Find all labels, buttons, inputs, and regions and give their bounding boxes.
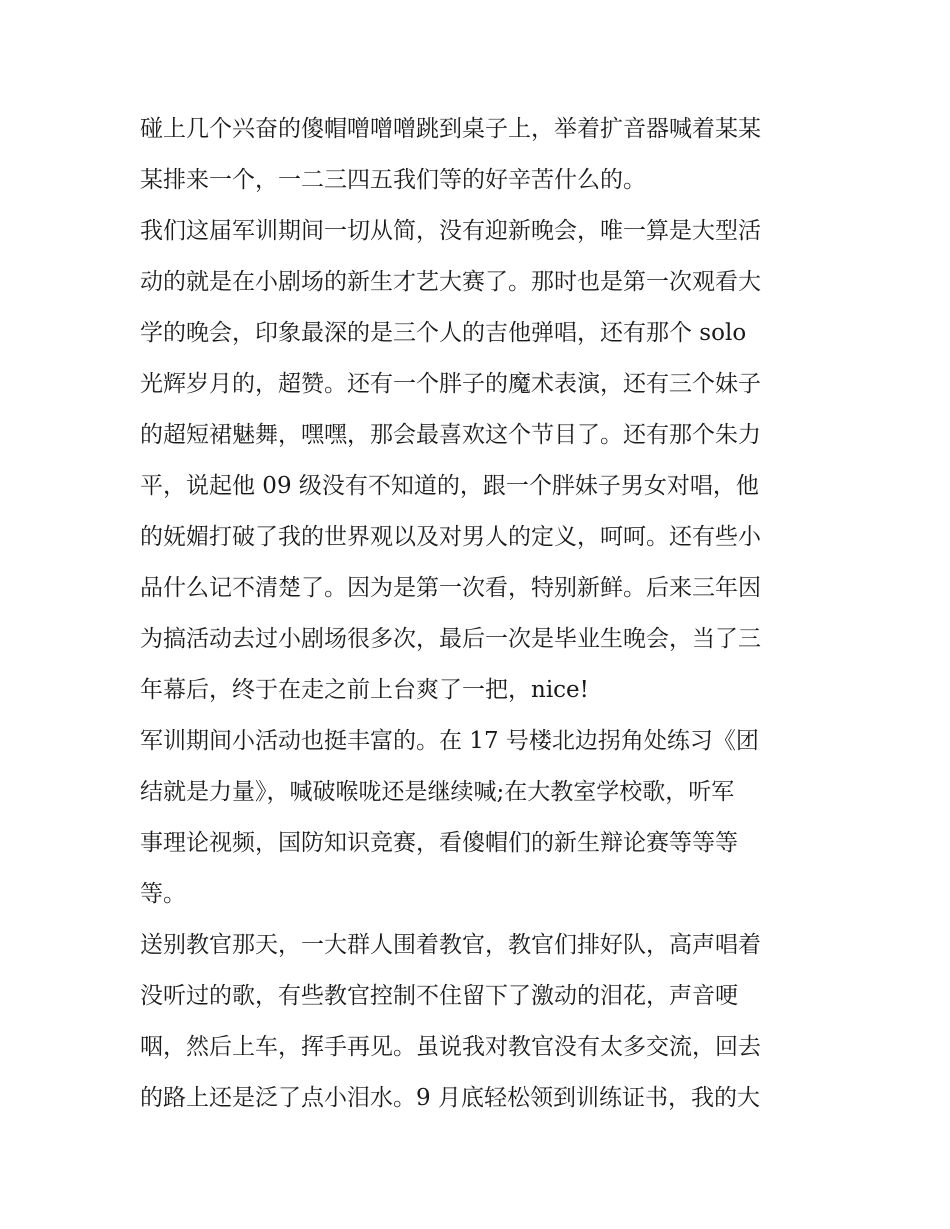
text-line: 送别教官那天，一大群人围着教官，教官们排好队，高声唱着 [140,932,761,958]
text-line: 咽，然后上车，挥手再见。虽说我对教官没有太多交流，回去 [140,1034,761,1060]
text-line: 某排来一个，一二三四五我们等的好辛苦什么的。 [140,167,646,193]
document-body [140,104,812,1124]
text-line: 学的晚会，印象最深的是三个人的吉他弹唱，还有那个 solo [140,320,747,346]
text-line: 等。 [140,881,186,907]
text-line: 我们这届军训期间一切从简，没有迎新晚会，唯一算是大型活 [140,218,761,244]
text-line: 的超短裙魅舞，嘿嘿，那会最喜欢这个节目了。还有那个朱力 [140,422,761,448]
text-line: 为搞活动去过小剧场很多次，最后一次是毕业生晚会，当了三 [140,626,761,652]
text-line: 品什么记不清楚了。因为是第一次看，特别新鲜。后来三年因 [140,575,761,601]
text-line: 的妩媚打破了我的世界观以及对男人的定义，呵呵。还有些小 [140,524,761,550]
text-line: 事理论视频，国防知识竞赛，看傻帽们的新生辩论赛等等等 [140,830,738,856]
text-line: 军训期间小活动也挺丰富的。在 17 号楼北边拐角处练习《团 [140,728,759,754]
text-line: 碰上几个兴奋的傻帽噌噌噌跳到桌子上，举着扩音器喊着某某 [140,116,761,142]
text-line: 光辉岁月的，超赞。还有一个胖子的魔术表演，还有三个妹子 [140,371,761,397]
text-line: 动的就是在小剧场的新生才艺大赛了。那时也是第一次观看大 [140,269,761,295]
text-line: 平，说起他 09 级没有不知道的，跟一个胖妹子男女对唱，他 [140,473,759,499]
text-line: 的路上还是泛了点小泪水。9 月底轻松领到训练证书，我的大 [140,1085,760,1111]
text-line: 没听过的歌，有些教官控制不住留下了激动的泪花，声音哽 [140,983,738,1009]
text-line: 年幕后，终于在走之前上台爽了一把，nice! [140,677,589,703]
text-line: 结就是力量》，喊破喉咙还是继续喊;在大教室学校歌，听军 [140,779,735,805]
